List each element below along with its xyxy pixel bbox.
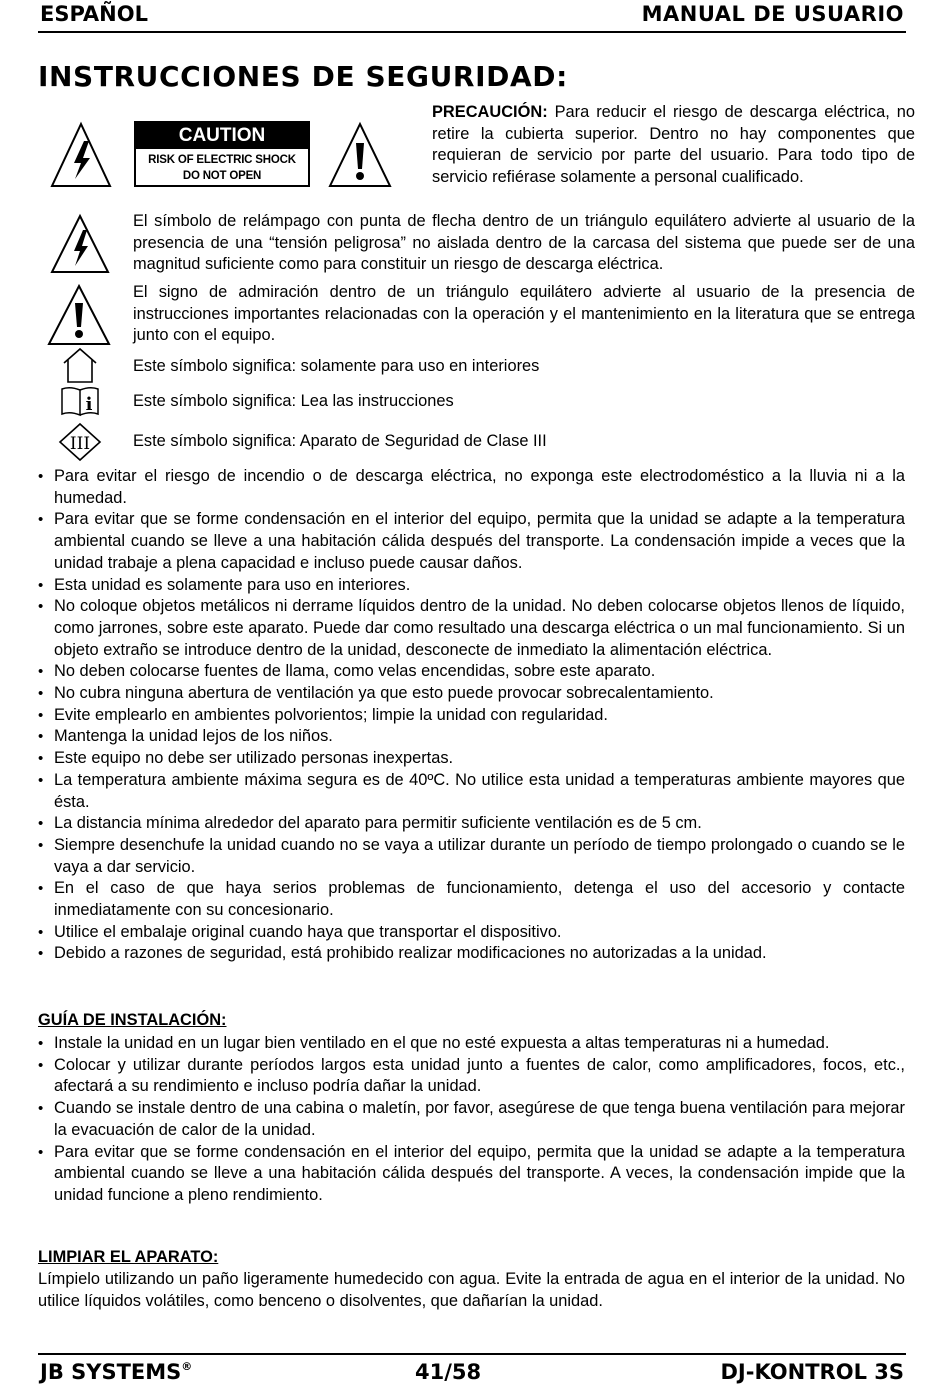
- list-item: • Colocar y utilizar durante períodos largos esta unidad junto a fuentes de calor, como amplificadores, focos, etc., afectará a su rendimiento e incluso podría dañar la unidad.: [38, 1055, 905, 1098]
- list-item: • Este equipo no debe ser utilizado personas inexpertas.: [38, 748, 905, 770]
- list-item: • Para evitar que se forme condensación en el interior del equipo, permita que la unidad se adapte a la temperatura ambiental cuando se lleve a una habitación cálida después del transporte. A veces, la condensación impide que la unidad funcione a pleno rendimiento.: [38, 1142, 905, 1207]
- cleaning-text: Límpielo utilizando un paño ligeramente humedecido con agua. Evite la entrada de agua en el interior de la unidad. No utilice líquidos volátiles, como benceno o disolventes, que dañarían la unidad.: [38, 1270, 905, 1310]
- indoor-house-icon: [61, 346, 99, 384]
- precaution-lead: PRECAUCIÓN:: [432, 103, 548, 121]
- read-symbol-text: Este símbolo significa: Lea las instrucciones: [133, 392, 454, 410]
- caution-label-line3: DO NOT OPEN: [182, 170, 262, 182]
- list-item: • Para evitar el riesgo de incendio o de descarga eléctrica, no exponga este electrodoméstico a la lluvia ni a la humedad.: [38, 466, 905, 509]
- page-number: 41/58: [415, 1360, 482, 1384]
- lightning-symbol-text: El símbolo de relámpago con punta de flecha dentro de un triángulo equilátero advierte al usuario de la presencia de una “tensión peligrosa” no aislada dentro de la carcasa del sistema que puede ser de una magnitud suficiente como para constituir un riesgo de descarga eléctrica.: [133, 212, 915, 274]
- lightning-symbol-icon: [49, 213, 111, 275]
- svg-text:i: i: [85, 394, 93, 415]
- list-item: • No deben colocarse fuentes de llama, como velas encendidas, sobre este aparato.: [38, 661, 905, 683]
- list-item: • La distancia mínima alrededor del aparato para permitir suficiente ventilación es de 5 cm.: [38, 813, 905, 835]
- footer-brand: JB SYSTEMS®: [40, 1360, 193, 1384]
- read-instructions-icon: [59, 385, 101, 417]
- header-manual-title: MANUAL DE USUARIO: [641, 2, 904, 26]
- page-footer: [38, 1353, 906, 1391]
- exclamation-triangle-icon: [327, 121, 393, 189]
- lightning-triangle-icon: [49, 121, 113, 189]
- class-iii-glyph: III: [69, 434, 91, 454]
- footer-model: DJ-KONTROL 3S: [720, 1360, 904, 1384]
- caution-label-title: CAUTION: [136, 123, 308, 149]
- list-item: • Siempre desenchufe la unidad cuando no se vaya a utilizar durante un período de tiempo prolongado o cuando se le vaya a dar servicio.: [38, 835, 905, 878]
- list-item: • Debido a razones de seguridad, está prohibido realizar modificaciones no autorizadas a la unidad.: [38, 943, 905, 965]
- list-item: • No cubra ninguna abertura de ventilación ya que esto puede provocar sobrecalentamiento.: [38, 683, 905, 705]
- list-item: • En el caso de que haya serios problemas de funcionamiento, detenga el uso del accesorio y contacte inmediatamente con su concesionario.: [38, 878, 905, 921]
- list-item: • Instale la unidad en un lugar bien ventilado en el que no esté expuesta a altas temperaturas ni a humedad.: [38, 1033, 905, 1055]
- caution-label-line2: RISK OF ELECTRIC SHOCK: [148, 154, 296, 166]
- class-iii-icon: [58, 422, 102, 462]
- caution-label: [134, 121, 310, 187]
- list-item: • Cuando se instale dentro de una cabina o maletín, por favor, asegúrese de que tenga buena ventilación para mejorar la evacuación de calor de la unidad.: [38, 1098, 905, 1141]
- header-language: ESPAÑOL: [40, 2, 148, 26]
- precaution-paragraph: [432, 102, 915, 188]
- cleaning-heading: LIMPIAR EL APARATO:: [38, 1248, 219, 1266]
- safety-bullet-list: [38, 466, 905, 965]
- class-iii-symbol-text: Este símbolo significa: Aparato de Seguridad de Clase III: [133, 432, 547, 450]
- list-item: • Esta unidad es solamente para uso en interiores.: [38, 575, 905, 597]
- precaution-text: Para reducir el riesgo de descarga eléctrica, no retire la cubierta superior. Dentro no hay componentes que requieran de servicio por parte del usuario. Para todo tipo de servicio refiérase solamente a personal cualificado.: [432, 103, 915, 186]
- exclamation-symbol-text: El signo de admiración dentro de un triángulo equilátero advierte al usuario de la presencia de instrucciones importantes relacionadas con la operación y el mantenimiento en la literatura que se entrega junto con el equipo.: [133, 283, 915, 345]
- page-header: [38, 0, 906, 33]
- list-item: • Para evitar que se forme condensación en el interior del equipo, permita que la unidad se adapte a la temperatura ambiental cuando se lleve a una habitación cálida después del transporte. La condensación impide a veces que la unidad trabaje a plena capacidad e incluso puede causar daños.: [38, 509, 905, 574]
- exclamation-symbol-icon: [46, 283, 112, 347]
- list-item: • Utilice el embalaje original cuando haya que transportar el dispositivo.: [38, 922, 905, 944]
- list-item: • La temperatura ambiente máxima segura es de 40ºC. No utilice esta unidad a temperaturas ambiente mayores que ésta.: [38, 770, 905, 813]
- page-title: INSTRUCCIONES DE SEGURIDAD:: [38, 60, 568, 93]
- list-item: • Evite emplearlo en ambientes polvorientos; limpie la unidad con regularidad.: [38, 705, 905, 727]
- indoor-symbol-text: Este símbolo significa: solamente para uso en interiores: [133, 357, 540, 375]
- list-item: • Mantenga la unidad lejos de los niños.: [38, 726, 905, 748]
- install-heading: GUÍA DE INSTALACIÓN:: [38, 1011, 227, 1029]
- install-bullet-list: [38, 1033, 905, 1207]
- list-item: • No coloque objetos metálicos ni derrame líquidos dentro de la unidad. No deben colocarse objetos llenos de líquido, como jarrones, sobre este aparato. Puede dar como resultado una descarga eléctrica o un mal funcionamiento. Si un objeto extraño se introduce dentro de la unidad, desconecte de inmediato la alimentación eléctrica.: [38, 596, 905, 661]
